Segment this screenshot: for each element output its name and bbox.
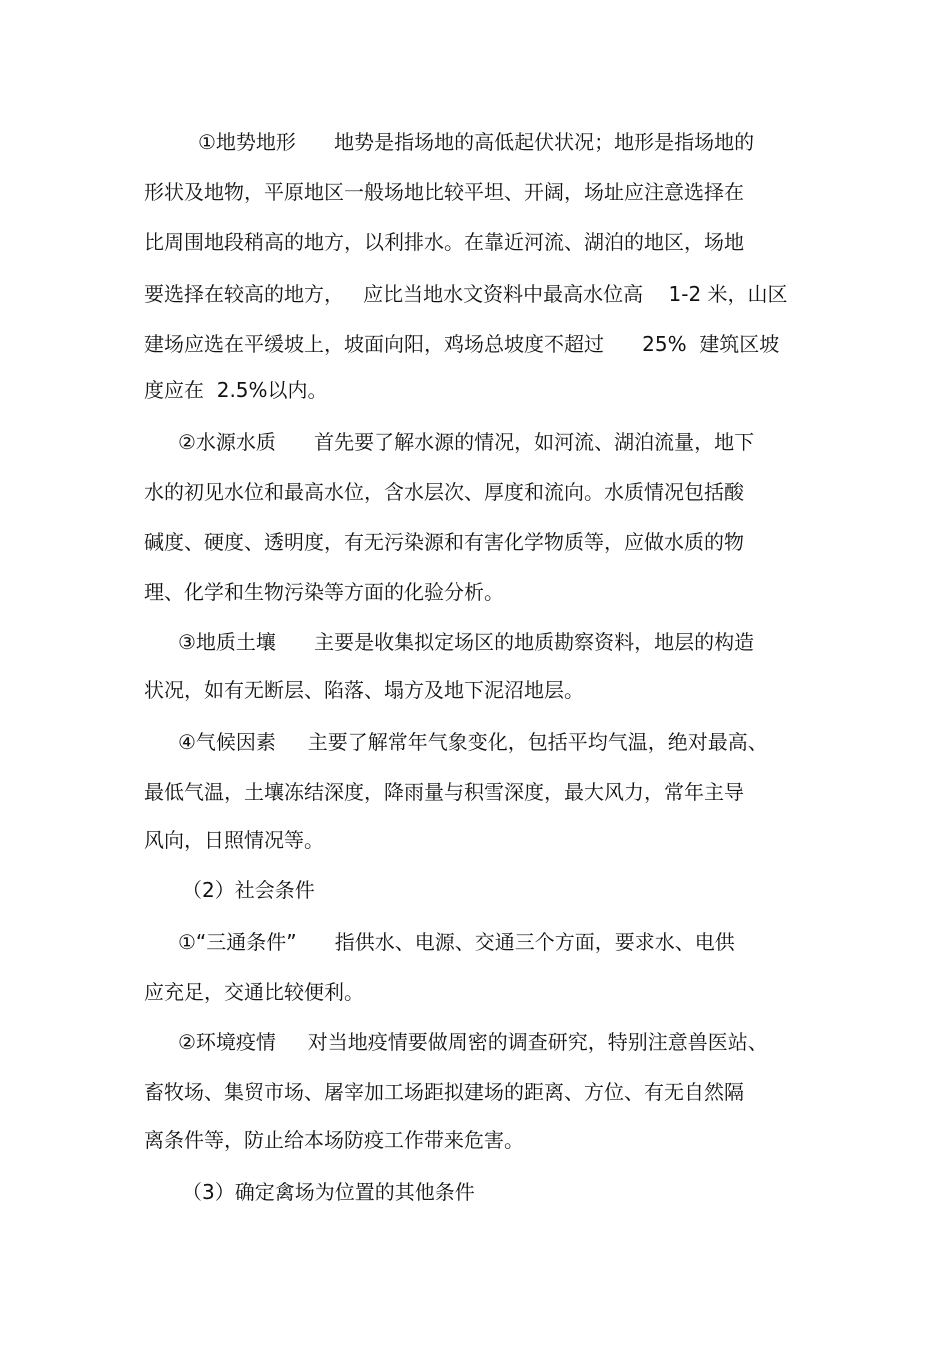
paragraph-line: 碱度、硬度、透明度，有无污染源和有害化学物质等，应做水质的物 [144,530,744,554]
paragraph-line: 度应在 2.5%以内。 [144,378,328,402]
paragraph-line: 离条件等，防止给本场防疫工作带来危害。 [144,1128,524,1152]
paragraph-line: 要选择在较高的地方， 应比当地水文资料中最高水位高 1-2 米，山区 [144,282,788,306]
paragraph-line: ①地势地形 地势是指场地的高低起伏状况；地形是指场地的 [198,130,755,154]
paragraph-line: 水的初见水位和最高水位，含水层次、厚度和流向。水质情况包括酸 [144,480,744,504]
paragraph-line: 风向，日照情况等。 [144,828,324,852]
paragraph-line: ③地质土壤 主要是收集拟定场区的地质勘察资料，地层的构造 [178,630,755,654]
paragraph-line: 畜牧场、集贸市场、屠宰加工场距拟建场的距离、方位、有无自然隔 [144,1080,744,1104]
paragraph-line: 应充足，交通比较便利。 [144,980,364,1004]
paragraph-line: ①“三通条件” 指供水、电源、交通三个方面，要求水、电供 [178,930,735,954]
paragraph-line: 最低气温，土壤冻结深度，降雨量与积雪深度，最大风力，常年主导 [144,780,744,804]
paragraph-line: 建场应选在平缓坡上，坡面向阳，鸡场总坡度不超过 25% 建筑区坡 [144,332,780,356]
paragraph-line: ②环境疫情 对当地疫情要做周密的调查研究，特别注意兽医站、 [178,1030,768,1054]
paragraph-line: 状况，如有无断层、陷落、塌方及地下泥沼地层。 [144,678,584,702]
section-heading: （3）确定禽场为位置的其他条件 [182,1180,475,1204]
section-heading: （2）社会条件 [182,878,315,902]
paragraph-line: ④气候因素 主要了解常年气象变化，包括平均气温，绝对最高、 [178,730,768,754]
paragraph-line: 形状及地物，平原地区一般场地比较平坦、开阔，场址应注意选择在 [144,180,744,204]
paragraph-line: ②水源水质 首先要了解水源的情况，如河流、湖泊流量，地下 [178,430,755,454]
paragraph-line: 理、化学和生物污染等方面的化验分析。 [144,580,504,604]
paragraph-line: 比周围地段稍高的地方，以利排水。在靠近河流、湖泊的地区，场地 [144,230,744,254]
